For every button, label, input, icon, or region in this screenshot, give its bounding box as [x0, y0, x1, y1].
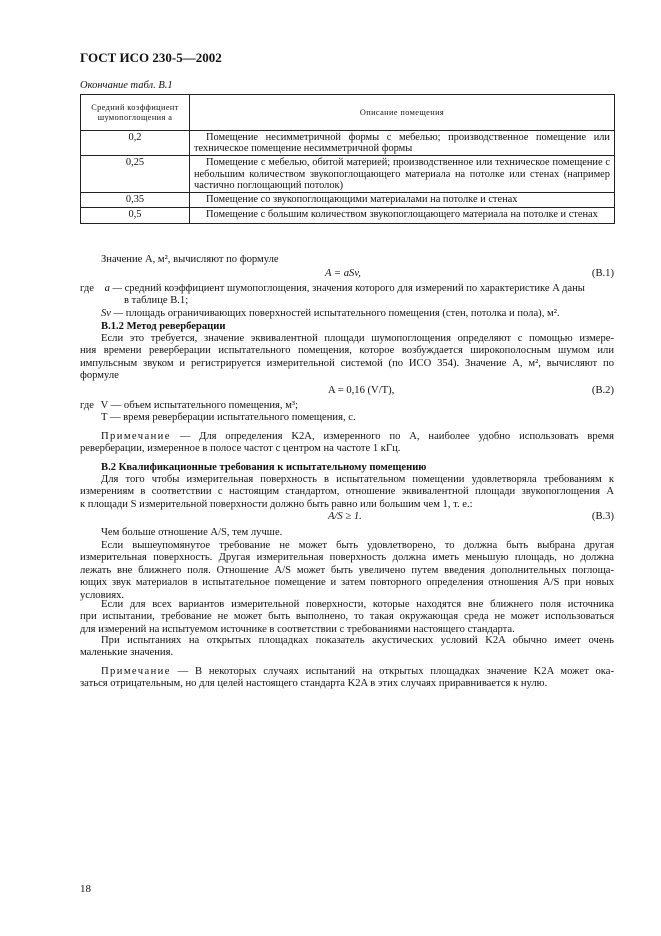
definition-sv: [80, 308, 635, 320]
absorption-table: [80, 94, 615, 224]
equation-b2-number: (В.2): [591, 385, 614, 396]
note-1-label: Примечание: [101, 431, 171, 442]
note-1-line: Примечание — Для определения K2A, измеренного по A, наиболее удобно использовать время: [101, 431, 614, 442]
where-label: где: [80, 400, 94, 411]
equation-b3: [80, 511, 614, 525]
standard-code: ГОСТ ИСО 230-5—2002: [80, 50, 222, 65]
equation-b3-number: (В.3): [591, 511, 614, 522]
paragraph-ratio: Чем больше отношение A/S, тем лучше.: [101, 527, 283, 538]
paragraph-line: Если это требуется, значение эквивалентной площади шумопоглощения определяют с помощью измере-: [101, 333, 614, 344]
def-a-symbol: a —: [104, 283, 122, 294]
paragraph-line: формуле: [80, 370, 119, 382]
row-description: Помещение со звукопоглощающими материалами на потолке и стенах: [190, 193, 615, 208]
paragraph-line: Если для всех вариантов измерительной поверхности, которые находятся вне ближнего поля источника: [101, 599, 614, 610]
row-coefficient: 0,25: [81, 156, 190, 193]
paragraph-open: [80, 635, 614, 660]
page-number: 18: [80, 883, 91, 895]
paragraph-line: При испытаниях на открытых площадках показатель акустических условий K2A обычно имеет очень: [101, 635, 614, 646]
paragraph-line: Для того чтобы измерительная поверхность в испытательном помещении удовлетворяла требованиям к: [101, 474, 614, 485]
equation-b1-number: (В.1): [591, 268, 614, 279]
paragraph-line: Если вышеупомянутое требование не может быть удовлетворено, то должна быть выбрана другая: [101, 540, 614, 551]
col-header-coefficient: Средний коэффициент шумопоглощения а: [81, 95, 190, 131]
paragraph-line: при испытании, требование не может быть выполнено, то такая окружающая среда не может использоваться: [80, 611, 614, 623]
note-2: [80, 666, 614, 691]
section-b12-title: В.1.2 Метод реверберации: [101, 321, 226, 332]
col-header-description: Описание помещения: [190, 95, 615, 131]
table-header-row: [81, 95, 615, 131]
row-coefficient: 0,5: [81, 208, 190, 223]
value-intro: Значение A, м², вычисляют по формуле: [101, 254, 279, 265]
paragraph-all: [80, 599, 614, 636]
definition-t: T — время реверберации испытательного помещения, с.: [101, 412, 356, 423]
def-v-text: V — объем испытательного помещения, м³;: [100, 400, 299, 411]
note-2-label: Примечание: [101, 666, 171, 677]
paragraph-line: маленькие значения.: [80, 647, 174, 659]
paragraph-line: импульсным звуком и регистрируется измерительной системой (по ИСО 354). Значение A, м², вычисляют по: [80, 357, 614, 369]
note-1: [80, 431, 614, 456]
equation-b2: [80, 385, 614, 399]
equation-b1: [80, 268, 614, 282]
def-sv-symbol: Sv —: [101, 308, 124, 319]
paragraph-if: [80, 540, 614, 602]
note-2-line: Примечание — В некоторых случаях испытаний на открытых площадках значение K2A может ока-: [101, 666, 614, 677]
definition-v: [80, 400, 614, 412]
table-row: [81, 156, 615, 193]
row-description: Помещение несимметричной формы с мебелью; производственное помещение или техническое помещение несимметричной формы: [190, 131, 615, 156]
row-description: Помещение с мебелью, обитой материей; производственное или техническое помещение с небольшим количеством звукопоглощающего материала на потолке или стенах (например частично поглощающий потолок): [190, 156, 615, 193]
table-row: [81, 193, 615, 208]
paragraph-line: к площади S измерительной поверхности должно быть равно или большим чем 1, т. е.:: [80, 498, 473, 510]
equation-b3-expression: A/S ≥ 1.: [328, 511, 362, 522]
section-b2-title: В.2 Квалификационные требования к испытательному помещению: [101, 462, 427, 473]
def-sv-text: площадь ограничивающих поверхностей испытательного помещения (стен, потолка и пола), м².: [125, 308, 560, 319]
note-1-line: реверберации, измеренное в полосе частот с центром на частоте 1 кГц.: [80, 443, 401, 455]
note-2-line: заться отрицательным, но для целей настоящего стандарта K2A в этих случаях приравнивается к нулю.: [80, 678, 548, 690]
definition-a: [80, 283, 614, 295]
paragraph-line: ющих звук материалов в испытательное помещение и затем повторного определения отношения A/S при новых: [80, 577, 614, 589]
row-coefficient: 0,35: [81, 193, 190, 208]
paragraph-line: условиях.: [80, 589, 125, 601]
row-coefficient: 0,2: [81, 131, 190, 156]
equation-b1-expression: A = aSv,: [325, 268, 361, 279]
table-caption: Окончание табл. В.1: [80, 80, 173, 91]
where-label: где: [80, 283, 94, 294]
paragraph-line: ния времени реверберации испытательного помещения, которое возбуждается широкополосным шумом или: [80, 345, 614, 357]
paragraph-line: для измерений на испытуемом источнике в соответствии с требованиями настоящего стандарта.: [80, 623, 515, 635]
paragraph-b12: [80, 333, 614, 383]
table-row: [81, 131, 615, 156]
paragraph-b2: [80, 474, 614, 511]
paragraph-line: лежать вне ближнего поля. Отношение A/S может быть увеличено путем введения дополнительных поглоща-: [80, 564, 614, 576]
paragraph-line: измерениям в соответствии с настоящим стандартом, отношение эквивалентной площади звукопоглощения A: [80, 486, 614, 498]
row-description: Помещение с большим количеством звукопоглощающего материала на потолке и стенах: [190, 208, 615, 223]
paragraph-line: измерительная поверхность. Другая измерительная поверхность должна иметь меньшую площадь, но должна: [80, 552, 614, 564]
def-a-line1: средний коэффициент шумопоглощения, значения которого для измерений по характеристике A даны: [124, 283, 585, 294]
table-row: [81, 208, 615, 223]
definition-a-cont: в таблице В.1;: [124, 295, 189, 306]
equation-b2-expression: A = 0,16 (V/T),: [328, 385, 395, 396]
